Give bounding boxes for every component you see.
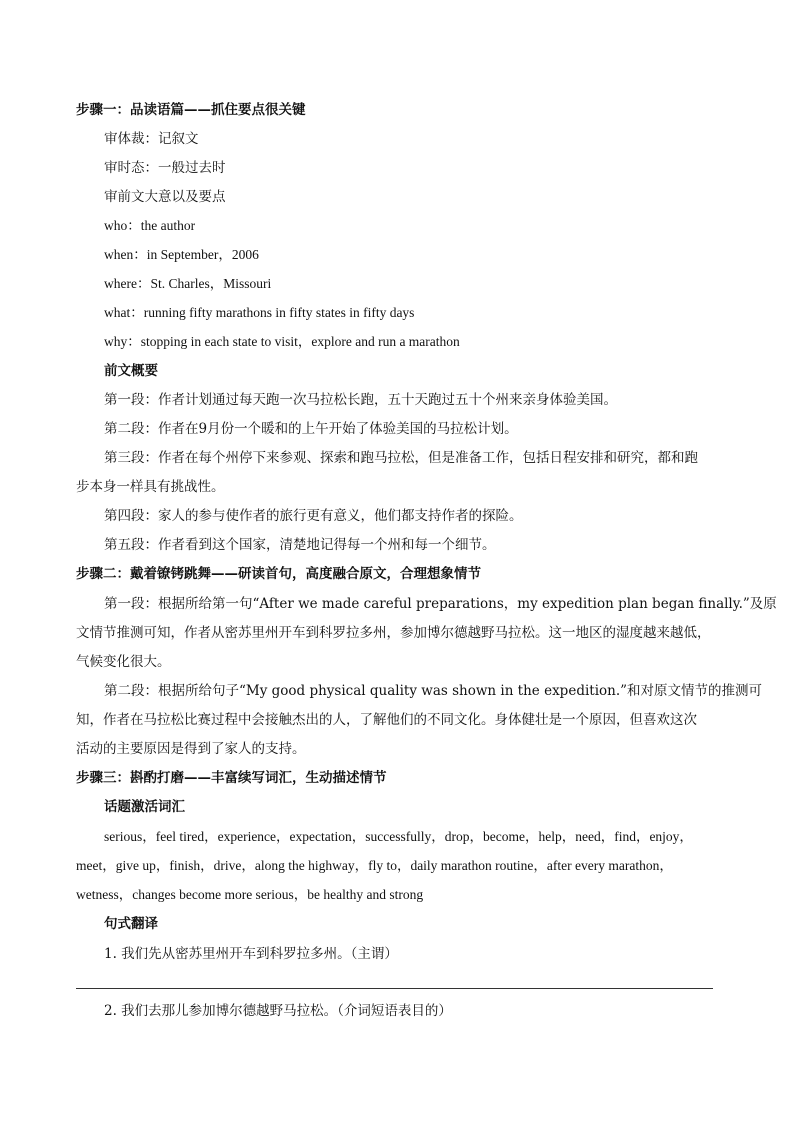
step2-para2-line-2: 知，作者在马拉松比赛过程中会接触杰出的人，了解他们的不同文化。身体健壮是一个原因，但喜欢这次: [76, 712, 697, 728]
who-line: who：the author: [104, 218, 196, 233]
genre-line: 审体裁：记叙文: [104, 131, 199, 147]
vocab-heading: 话题激活词汇: [104, 799, 185, 815]
when-line: when：in September，2006: [104, 247, 259, 262]
tense-line: 审时态：一般过去时: [104, 160, 226, 176]
step2-para2-line-1: 第二段：根据所给句子“My good physical quality was shown in the expedition.”和对原文情节的推测可: [104, 683, 763, 699]
summary-paragraph-2: 第二段：作者在9月份一个暖和的上午开始了体验美国的马拉松计划。: [104, 421, 518, 437]
vocab-line-1: serious，feel tired，experience，expectation，successfully，drop，become，help，need，find，enjoy，: [104, 829, 693, 844]
what-line: what：running fifty marathons in fifty states in fifty days: [104, 305, 415, 320]
vocab-line-2: meet，give up，finish，drive，along the highway，fly to，daily marathon routine，after every marathon，: [76, 858, 673, 873]
vocab-line-3: wetness，changes become more serious，be healthy and strong: [76, 887, 424, 902]
step2-para1-line-2: 文情节推测可知，作者从密苏里州开车到科罗拉多州，参加博尔德越野马拉松。这一地区的湿度越来越低，: [76, 625, 711, 641]
summary-paragraph-1: 第一段：作者计划通过每天跑一次马拉松长跑，五十天跑过五十个州来亲身体验美国。: [104, 392, 617, 408]
summary-paragraph-4: 第四段：家人的参与使作者的旅行更有意义，他们都支持作者的探险。: [104, 508, 523, 524]
main-points-line: 审前文大意以及要点: [104, 189, 226, 205]
summary-paragraph-5: 第五段：作者看到这个国家，清楚地记得每一个州和每一个细节。: [104, 537, 496, 553]
step1-heading: 步骤一：品读语篇——抓住要点很关键: [76, 102, 306, 118]
translate-heading: 句式翻译: [104, 916, 158, 932]
translate-item-2: 2. 我们去那儿参加博尔德越野马拉松。（介词短语表目的）: [104, 1003, 452, 1019]
step2-para1-line-3: 气候变化很大。: [76, 654, 171, 670]
translate-item-1: 1. 我们先从密苏里州开车到科罗拉多州。（主谓）: [104, 946, 398, 962]
summary-paragraph-3-line-1: 第三段：作者在每个州停下来参观、探索和跑马拉松，但是准备工作，包括日程安排和研究，都和跑: [104, 450, 698, 466]
why-line: why：stopping in each state to visit，explore and run a marathon: [104, 334, 460, 349]
step3-heading: 步骤三：斟酌打磨——丰富续写词汇，生动描述情节: [76, 770, 387, 786]
summary-paragraph-3-line-2: 步本身一样具有挑战性。: [76, 479, 225, 495]
where-line: where：St. Charles，Missouri: [104, 276, 272, 291]
step2-heading: 步骤二：戴着镣铐跳舞——研读首句，高度融合原文，合理想象情节: [76, 566, 481, 582]
step2-para2-line-3: 活动的主要原因是得到了家人的支持。: [76, 741, 306, 757]
step2-para1-line-1: 第一段：根据所给第一句“After we made careful preparations，my expedition plan began finally.”及原: [104, 596, 777, 612]
summary-heading: 前文概要: [104, 363, 158, 379]
answer-line-1: [76, 988, 713, 989]
